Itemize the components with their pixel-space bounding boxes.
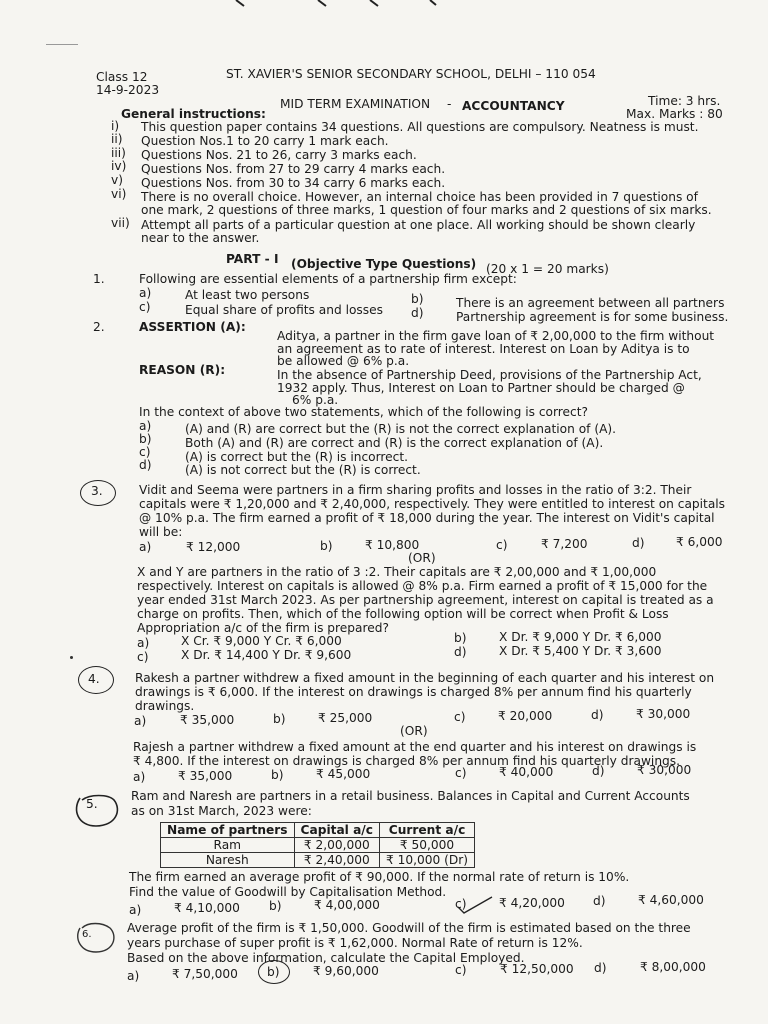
instruction-text: Questions Nos. from 27 to 29 carry 4 marks each. xyxy=(141,162,446,176)
reason-label: REASON (R): xyxy=(139,363,226,377)
option-label: d) xyxy=(139,458,152,472)
instruction-text: Attempt all parts of a particular question at one place. All working should be shown clearly xyxy=(141,218,696,232)
question-text: Rakesh a partner withdrew a fixed amount in the beginning of each quarter and his interest on xyxy=(135,671,715,685)
question-number: 1. xyxy=(93,272,105,286)
question-text: Ram and Naresh are partners in a retail business. Balances in Capital and Current Accounts xyxy=(131,789,690,803)
option-label: d) xyxy=(593,894,606,908)
instruction-num: iv) xyxy=(111,159,127,173)
instruction-text-cont: near to the answer. xyxy=(141,231,260,245)
table-row xyxy=(161,853,475,868)
option-label: c) xyxy=(455,897,467,911)
hand-drawn-circle xyxy=(70,792,126,832)
option-text: Partnership agreement is for some business. xyxy=(456,310,729,324)
table-cell: ₹ 2,40,000 xyxy=(294,853,379,868)
option-label: c) xyxy=(137,650,149,664)
question-text: drawings is ₹ 6,000. If the interest on drawings is charged 8% per annum find his quarterly xyxy=(135,685,692,699)
instruction-num: i) xyxy=(111,119,120,133)
question-text: years purchase of super profit is ₹ 1,62,000. Normal Rate of return is 12%. xyxy=(127,936,583,950)
table-header: Capital a/c xyxy=(294,823,379,838)
instruction-num: vi) xyxy=(111,187,127,201)
option-label: b) xyxy=(267,965,280,979)
assertion-label: ASSERTION (A): xyxy=(139,320,246,334)
question-text: Find the value of Goodwill by Capitalisation Method. xyxy=(129,885,447,899)
option-text: ₹ 12,000 xyxy=(186,540,241,554)
option-label: d) xyxy=(632,536,645,550)
top-edge-marks xyxy=(0,0,768,8)
option-text: ₹ 7,50,000 xyxy=(172,967,238,981)
instruction-text: There is no overall choice. However, an internal choice has been provided in 7 questions of xyxy=(141,190,698,204)
option-label: c) xyxy=(454,710,466,724)
reason-text: 6% p.a. xyxy=(292,393,339,407)
option-text: (A) is not correct but the (R) is correct. xyxy=(185,463,421,477)
table-cell: Naresh xyxy=(161,853,295,868)
option-label: b) xyxy=(273,712,286,726)
option-text: ₹ 8,00,000 xyxy=(640,960,706,974)
assertion-text: be allowed @ 6% p.a. xyxy=(277,354,410,368)
option-label: a) xyxy=(127,969,140,983)
table-cell: ₹ 10,000 (Dr) xyxy=(380,853,475,868)
instruction-num: vii) xyxy=(111,216,130,230)
question-text: Appropriation a/c of the firm is prepared? xyxy=(137,621,389,635)
table-cell: ₹ 2,00,000 xyxy=(294,838,379,853)
option-label: d) xyxy=(591,708,604,722)
assertion-text: Aditya, a partner in the firm gave loan of ₹ 2,00,000 to the firm without xyxy=(277,329,715,343)
instruction-text-cont: one mark, 2 questions of three marks, 1 question of four marks and 2 questions of six marks. xyxy=(141,203,712,217)
option-text: ₹ 35,000 xyxy=(178,769,233,783)
question-text: ₹ 4,800. If the interest on drawings is charged 8% per annum find his quarterly drawings. xyxy=(133,754,680,768)
question-text: charge on profits. Then, which of the following option will be correct when Profit & Loss xyxy=(137,607,669,621)
question-text: Average profit of the firm is ₹ 1,50,000. Goodwill of the firm is estimated based on the three xyxy=(127,921,691,935)
question-text: In the context of above two statements, which of the following is correct? xyxy=(139,405,588,419)
table-row xyxy=(161,838,475,853)
option-text: X Cr. ₹ 9,000 Y Cr. ₹ 6,000 xyxy=(181,634,342,648)
option-text: ₹ 35,000 xyxy=(180,713,235,727)
instructions-title: General instructions: xyxy=(121,107,266,121)
option-text: ₹ 12,50,000 xyxy=(500,962,574,976)
option-label: c) xyxy=(139,445,151,459)
option-text: (A) and (R) are correct but the (R) is not the correct explanation of (A). xyxy=(185,422,617,436)
time-label: Time: 3 hrs. xyxy=(648,94,721,108)
instruction-text: This question paper contains 34 questions. All questions are compulsory. Neatness is must. xyxy=(141,120,699,134)
option-text: X Dr. ₹ 14,400 Y Dr. ₹ 9,600 xyxy=(181,648,352,662)
option-label: b) xyxy=(320,539,333,553)
option-text: ₹ 4,20,000 xyxy=(499,896,565,910)
question-text: capitals were ₹ 1,20,000 and ₹ 2,40,000, respectively. They were entitled to interest on capitals xyxy=(139,497,726,511)
exam-title: MID TERM EXAMINATION xyxy=(280,97,431,111)
question-text: The firm earned an average profit of ₹ 90,000. If the normal rate of return is 10%. xyxy=(129,870,630,884)
part-subtitle: (Objective Type Questions) xyxy=(291,257,477,271)
option-text: ₹ 30,000 xyxy=(636,707,691,721)
option-text: ₹ 6,000 xyxy=(676,535,723,549)
option-label: c) xyxy=(455,963,467,977)
instruction-num: iii) xyxy=(111,146,126,160)
tick-mark xyxy=(456,893,496,915)
table-header-row xyxy=(161,823,475,838)
question-text: as on 31st March, 2023 were: xyxy=(131,804,312,818)
option-label: d) xyxy=(594,961,607,975)
or-label: (OR) xyxy=(408,551,436,565)
exam-date: 14-9-2023 xyxy=(96,83,160,97)
option-label: a) xyxy=(139,419,152,433)
option-text: There is an agreement between all partners xyxy=(456,296,725,310)
question-text: Following are essential elements of a partnership firm except: xyxy=(139,272,517,286)
instruction-text: Questions Nos. from 30 to 34 carry 6 marks each. xyxy=(141,176,446,190)
option-text: ₹ 4,10,000 xyxy=(174,901,240,915)
hand-drawn-circle xyxy=(72,920,122,956)
option-text: (A) is correct but the (R) is incorrect. xyxy=(185,450,408,464)
option-label: a) xyxy=(139,286,152,300)
option-text: ₹ 40,000 xyxy=(499,765,554,779)
option-label: b) xyxy=(411,292,424,306)
instruction-num: ii) xyxy=(111,132,123,146)
option-text: Equal share of profits and losses xyxy=(185,303,383,317)
question-text: drawings. xyxy=(135,699,195,713)
option-text: ₹ 20,000 xyxy=(498,709,553,723)
left-margin-stroke xyxy=(46,44,78,45)
question-text: will be: xyxy=(139,525,183,539)
table-cell: Ram xyxy=(161,838,295,853)
option-label: c) xyxy=(496,538,508,552)
option-label: a) xyxy=(133,770,146,784)
question-text: X and Y are partners in the ratio of 3 :2. Their capitals are ₹ 2,00,000 and ₹ 1,00,000 xyxy=(137,565,657,579)
question-number: 3. xyxy=(91,484,103,498)
or-label: (OR) xyxy=(400,724,428,738)
reason-text: 1932 apply. Thus, Interest on Loan to Partner should be charged @ xyxy=(277,381,685,395)
option-label: c) xyxy=(455,766,467,780)
table-header: Current a/c xyxy=(380,823,475,838)
option-text: ₹ 4,60,000 xyxy=(638,893,704,907)
question-text: year ended 31st March 2023. As per partnership agreement, interest on capital is treated as a xyxy=(137,593,714,607)
question-number: 2. xyxy=(93,320,105,334)
capital-table xyxy=(160,822,475,868)
table-cell: ₹ 50,000 xyxy=(380,838,475,853)
option-text: X Dr. ₹ 5,400 Y Dr. ₹ 3,600 xyxy=(499,644,662,658)
class-label: Class 12 xyxy=(96,70,148,84)
option-text: ₹ 30,000 xyxy=(637,763,692,777)
option-label: b) xyxy=(269,899,282,913)
option-label: b) xyxy=(139,432,152,446)
question-text: @ 10% p.a. The firm earned a profit of ₹ 18,000 during the year. The interest on Vidit's capital xyxy=(139,511,715,525)
question-text: respectively. Interest on capitals is allowed @ 8% p.a. Firm earned a profit of ₹ 15,000 for the xyxy=(137,579,708,593)
option-text: ₹ 7,200 xyxy=(541,537,588,551)
option-label: d) xyxy=(592,764,605,778)
option-text: ₹ 4,00,000 xyxy=(314,898,380,912)
option-label: c) xyxy=(139,300,151,314)
part-title: PART - I xyxy=(226,252,279,266)
option-text: ₹ 45,000 xyxy=(316,767,371,781)
instruction-text: Questions Nos. 21 to 26, carry 3 marks each. xyxy=(141,148,417,162)
ink-mark xyxy=(70,656,73,659)
option-text: ₹ 25,000 xyxy=(318,711,373,725)
question-number: 6. xyxy=(82,929,92,940)
part-marks: (20 x 1 = 20 marks) xyxy=(486,262,609,276)
question-number: 5. xyxy=(86,797,98,811)
table-header: Name of partners xyxy=(161,823,295,838)
option-label: a) xyxy=(129,903,142,917)
option-text: ₹ 9,60,000 xyxy=(313,964,379,978)
assertion-text: an agreement as to rate of interest. Interest on Loan by Aditya is to xyxy=(277,342,690,356)
option-label: d) xyxy=(411,306,424,320)
option-text: ₹ 10,800 xyxy=(365,538,420,552)
question-text: Vidit and Seema were partners in a firm sharing profits and losses in the ratio of 3:2. Their xyxy=(139,483,692,497)
option-label: a) xyxy=(139,540,152,554)
option-text: X Dr. ₹ 9,000 Y Dr. ₹ 6,000 xyxy=(499,630,662,644)
option-label: b) xyxy=(454,631,467,645)
option-text: At least two persons xyxy=(185,288,310,302)
option-label: b) xyxy=(271,768,284,782)
instruction-num: v) xyxy=(111,173,123,187)
option-label: a) xyxy=(134,714,147,728)
question-number: 4. xyxy=(88,672,100,686)
subject-title: ACCOUNTANCY xyxy=(462,99,565,113)
question-text: Based on the above information, calculate the Capital Employed. xyxy=(127,951,525,965)
reason-text: In the absence of Partnership Deed, provisions of the Partnership Act, xyxy=(277,368,702,382)
option-text: Both (A) and (R) are correct and (R) is the correct explanation of (A). xyxy=(185,436,604,450)
max-marks: Max. Marks : 80 xyxy=(626,107,723,121)
header-dash: - xyxy=(447,97,452,111)
question-text: Rajesh a partner withdrew a fixed amount at the end quarter and his interest on drawings is xyxy=(133,740,697,754)
option-label: d) xyxy=(454,645,467,659)
option-label: a) xyxy=(137,636,150,650)
instruction-text: Question Nos.1 to 20 carry 1 mark each. xyxy=(141,134,389,148)
school-name: ST. XAVIER'S SENIOR SECONDARY SCHOOL, DELHI – 110 054 xyxy=(226,67,596,81)
